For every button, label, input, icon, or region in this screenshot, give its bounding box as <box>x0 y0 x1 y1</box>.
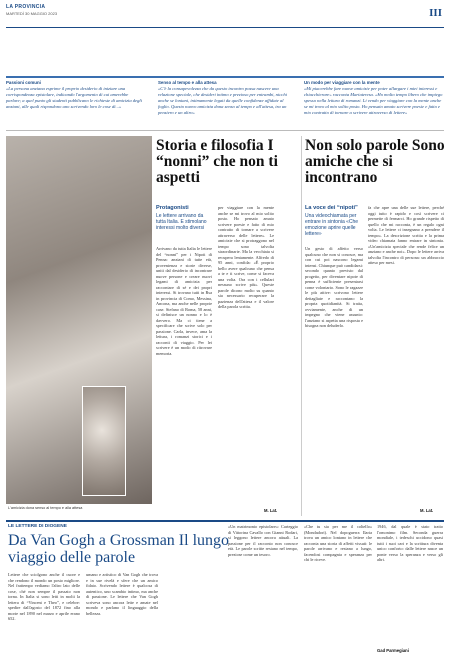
quote-1 <box>6 80 142 110</box>
main-photo-hands-writing <box>6 136 152 504</box>
masthead <box>6 4 444 26</box>
bottom-col-4: «Che tu sia per me il coltello» (Mondadori). Nel dopoguerra Ilaria trova un amico lontano in lettere che racconta una storia di affetti vissuti: le parole arrivano e restano a lungo, facendosi compagnia e speranza per chi le riceve. <box>304 524 372 562</box>
left-article-kicker: Protagonisti <box>156 205 189 211</box>
bottom-section-rule <box>6 520 444 522</box>
quote-2-head: Senso al tempo e alla attesa <box>158 80 217 85</box>
bottom-byline: Gad Parmegiani <box>377 648 409 653</box>
quote-band-rule <box>6 76 444 78</box>
bottom-col-2: umano e artistico di Van Gogh che trova e in sue rivelà e sfere che un amico fidato. Scrivendo lettere è qualcosa di autentico, uno scambio intimo, ma anche di passione. Le lettere che Van Gogh scriveva sono ancora lette e amate nel mondo e parlano il linguaggio della bellezza. <box>86 572 158 616</box>
left-article-title: Storia e filosofia I “nonni” che non ti aspetti <box>156 137 278 186</box>
right-article-byline: M. Lat. <box>420 508 434 513</box>
quote-2-body: «C'è la consapevolezza che da questo incontro possa nascere una relazione speciale, che desideri intimo e prezioso per entrambi, nicchi anche se lontani, intimamente legati da quelle confidenze affidate al foglio. Questo nuovo amicizia dona senso al tempo e all'attesa, tra un pensiero e un altro» <box>158 86 287 115</box>
right-article-kicker: La voce dei “nipoti” <box>305 205 358 211</box>
right-article-col-2: fa che apre una delle sue lettere, perché oggi tutto è rapido e così scrivere ci permette di fermarci. Ho grande rispetto di quello che mi racconta, è un regalo ogni volta. Le lettere ci insegnano a prendere il tempo». La descrizione scritta e la prima video chiamata fanno entrare in sintonia. «Un'amicizia speciale che rende felice un anziano e anche noi». Dopo le lettere arriva talvolta l'incontro di persona: un abbraccio atteso per mesi. <box>368 205 444 265</box>
page-number: III <box>429 7 442 19</box>
quote-band-bottom-rule <box>6 130 444 131</box>
right-article-title: Non solo parole Sono amiche che si incontrano <box>305 137 445 186</box>
quote-3 <box>304 80 444 116</box>
inset-photo-elderly-woman <box>82 386 126 496</box>
bottom-col-5: 1946, dal quale è stato tratto l'omonimo film. Seconda guerra mondiale, i tedeschi uccidono quasi tutti i suoi cari e la scrittura diventa unico conforto: dalle lettere nasce un ponte verso la speranza e verso gli altri. <box>377 524 443 562</box>
left-article-byline: M. Lat. <box>264 508 278 513</box>
masthead-rule <box>6 27 444 28</box>
bottom-col-3: «Un matrimonio epistolare»: Carteggio di Vittorina Cavallo con Gianni Rodari, si leggono lettere ancora attuali. La passione per il racconto non conosce età. Le parole scritte restano nel tempo, preziose come un tesoro. <box>228 524 298 557</box>
quote-3-body: «Mi piacerebbe fare nuove amicizie per poter allargare i miei interessi e chiacchierare» racconta Mariateresa. «Ho molto tempo libero che impiego spesso nella lettura di romanzi. Li vendo per viaggiare con la mente anche se mi trovo al mio solito posto. Ho pensato amato scrivere poesie e fatto e mio contratto di tornare a scrivere attraverso di lettere» <box>304 86 443 115</box>
quote-1-head: Passioni comuni <box>6 80 41 85</box>
right-article-deck: Una videochiamata per entrare in sintonia «Che emozione aprire quelle lettere» <box>305 213 359 237</box>
photo-caption: L'amicizia dona senso al tempo e alla attesa <box>8 506 83 510</box>
quote-3-head: Un modo per viaggiare con la mente <box>304 80 380 85</box>
newspaper-name: LA PROVINCIA <box>6 4 46 10</box>
column-divider <box>301 136 302 516</box>
left-article-deck: Le lettere arrivano da tutta Italia. E stimolano interessi molto diversi <box>156 213 207 231</box>
bottom-section-label: LE LETTERE DI DIOGENE <box>8 524 67 529</box>
issue-date: MARTEDÌ 30 MAGGIO 2023 <box>6 11 58 16</box>
bottom-col-1: Lettere che sciolgono anche il cuore e che rendono il mondo un posto migliore. Nel frattempo vediamo l'altro lato delle cose, ché non sempre il passato non torna. In Italia si sono letti in molti la lettera di “Vincent e Theo”, e celebre: spedire dall'agosto del 1872 fino alla morte nel 1890 nel marzo e aprile erano 652. <box>8 572 80 621</box>
left-article-col-1: Arrivano da tutta Italia le lettere del “nonni” per i Nipoti di Penna: anziani di tutte età, provenienza e storie diverse, uniti dal desiderio di incontrare nuove persone e creare nuovi legami di amicizia per raccontare di sé e dei propri interessi. Si trovano tutti in Rsa in provincia di Como, Messina, Ancona, ma anche nelle proprie case. Stefano di Roma, 58 anni, si definisce un nonno e lo è davvero. Ma ci tiene a specificare che scrive solo per passione. Carla, invece, ama la lettura, i romanzi storici e i racconti di viaggio. Per lei scrivere è un modo di ritrovare memoria. <box>156 246 212 356</box>
quote-2 <box>158 80 292 116</box>
bottom-article-title: Da Van Gogh a Grossman Il lungo viaggio delle parole <box>8 532 230 566</box>
quote-1-body: «La persona anziana esprime il proprio desiderio di iniziare una corrispondenza epistolare, indicando l'argomento di cui amerebbe parlare; a quel punto gli studenti pubblicano le richieste di amicizia degli anziani, alle quali rispondono uno scrivendo loro le cose di...» <box>6 86 142 109</box>
right-article-col-1: Un gesto di affetto verso qualcuno che non si conosce, ma con cui poi nascono legami intensi. Chiunque può candidarsi: secondo quanto previsto dal progetto, per diventare nipote di penna è sufficiente presentarsi come volontario. Sono le ragazze le più attive: scrivono lettere dettagliate e raccontano la propria quotidianità. Si tratta, ovviamente, anche di un impegno che viene assunto: l'anziano si aspetta una risposta e bisogna non deluderlo. <box>305 246 363 328</box>
left-article-col-2: per viaggiare con la mente anche se mi trovo al mio solito posto. Ho pensato amato scrivere poesie e fatto di mio contratto di tornare a scrivere attraverso delle lettere». Le amicizie che si protraggono nel tempo sono talvolta straordinarie. Ma la vecchiaia si recupera lentamente. Alfredo di 95 anni, confida: «È proprio bello avere qualcuno che pensa a te e ti scrive, come si faceva una volta. Ora con i cellulari nessuno scrive più». Queste parole dicono molto su quanto sia necessario recuperare la pazienza dell'attesa e il valore della parola scritta. <box>218 205 274 309</box>
